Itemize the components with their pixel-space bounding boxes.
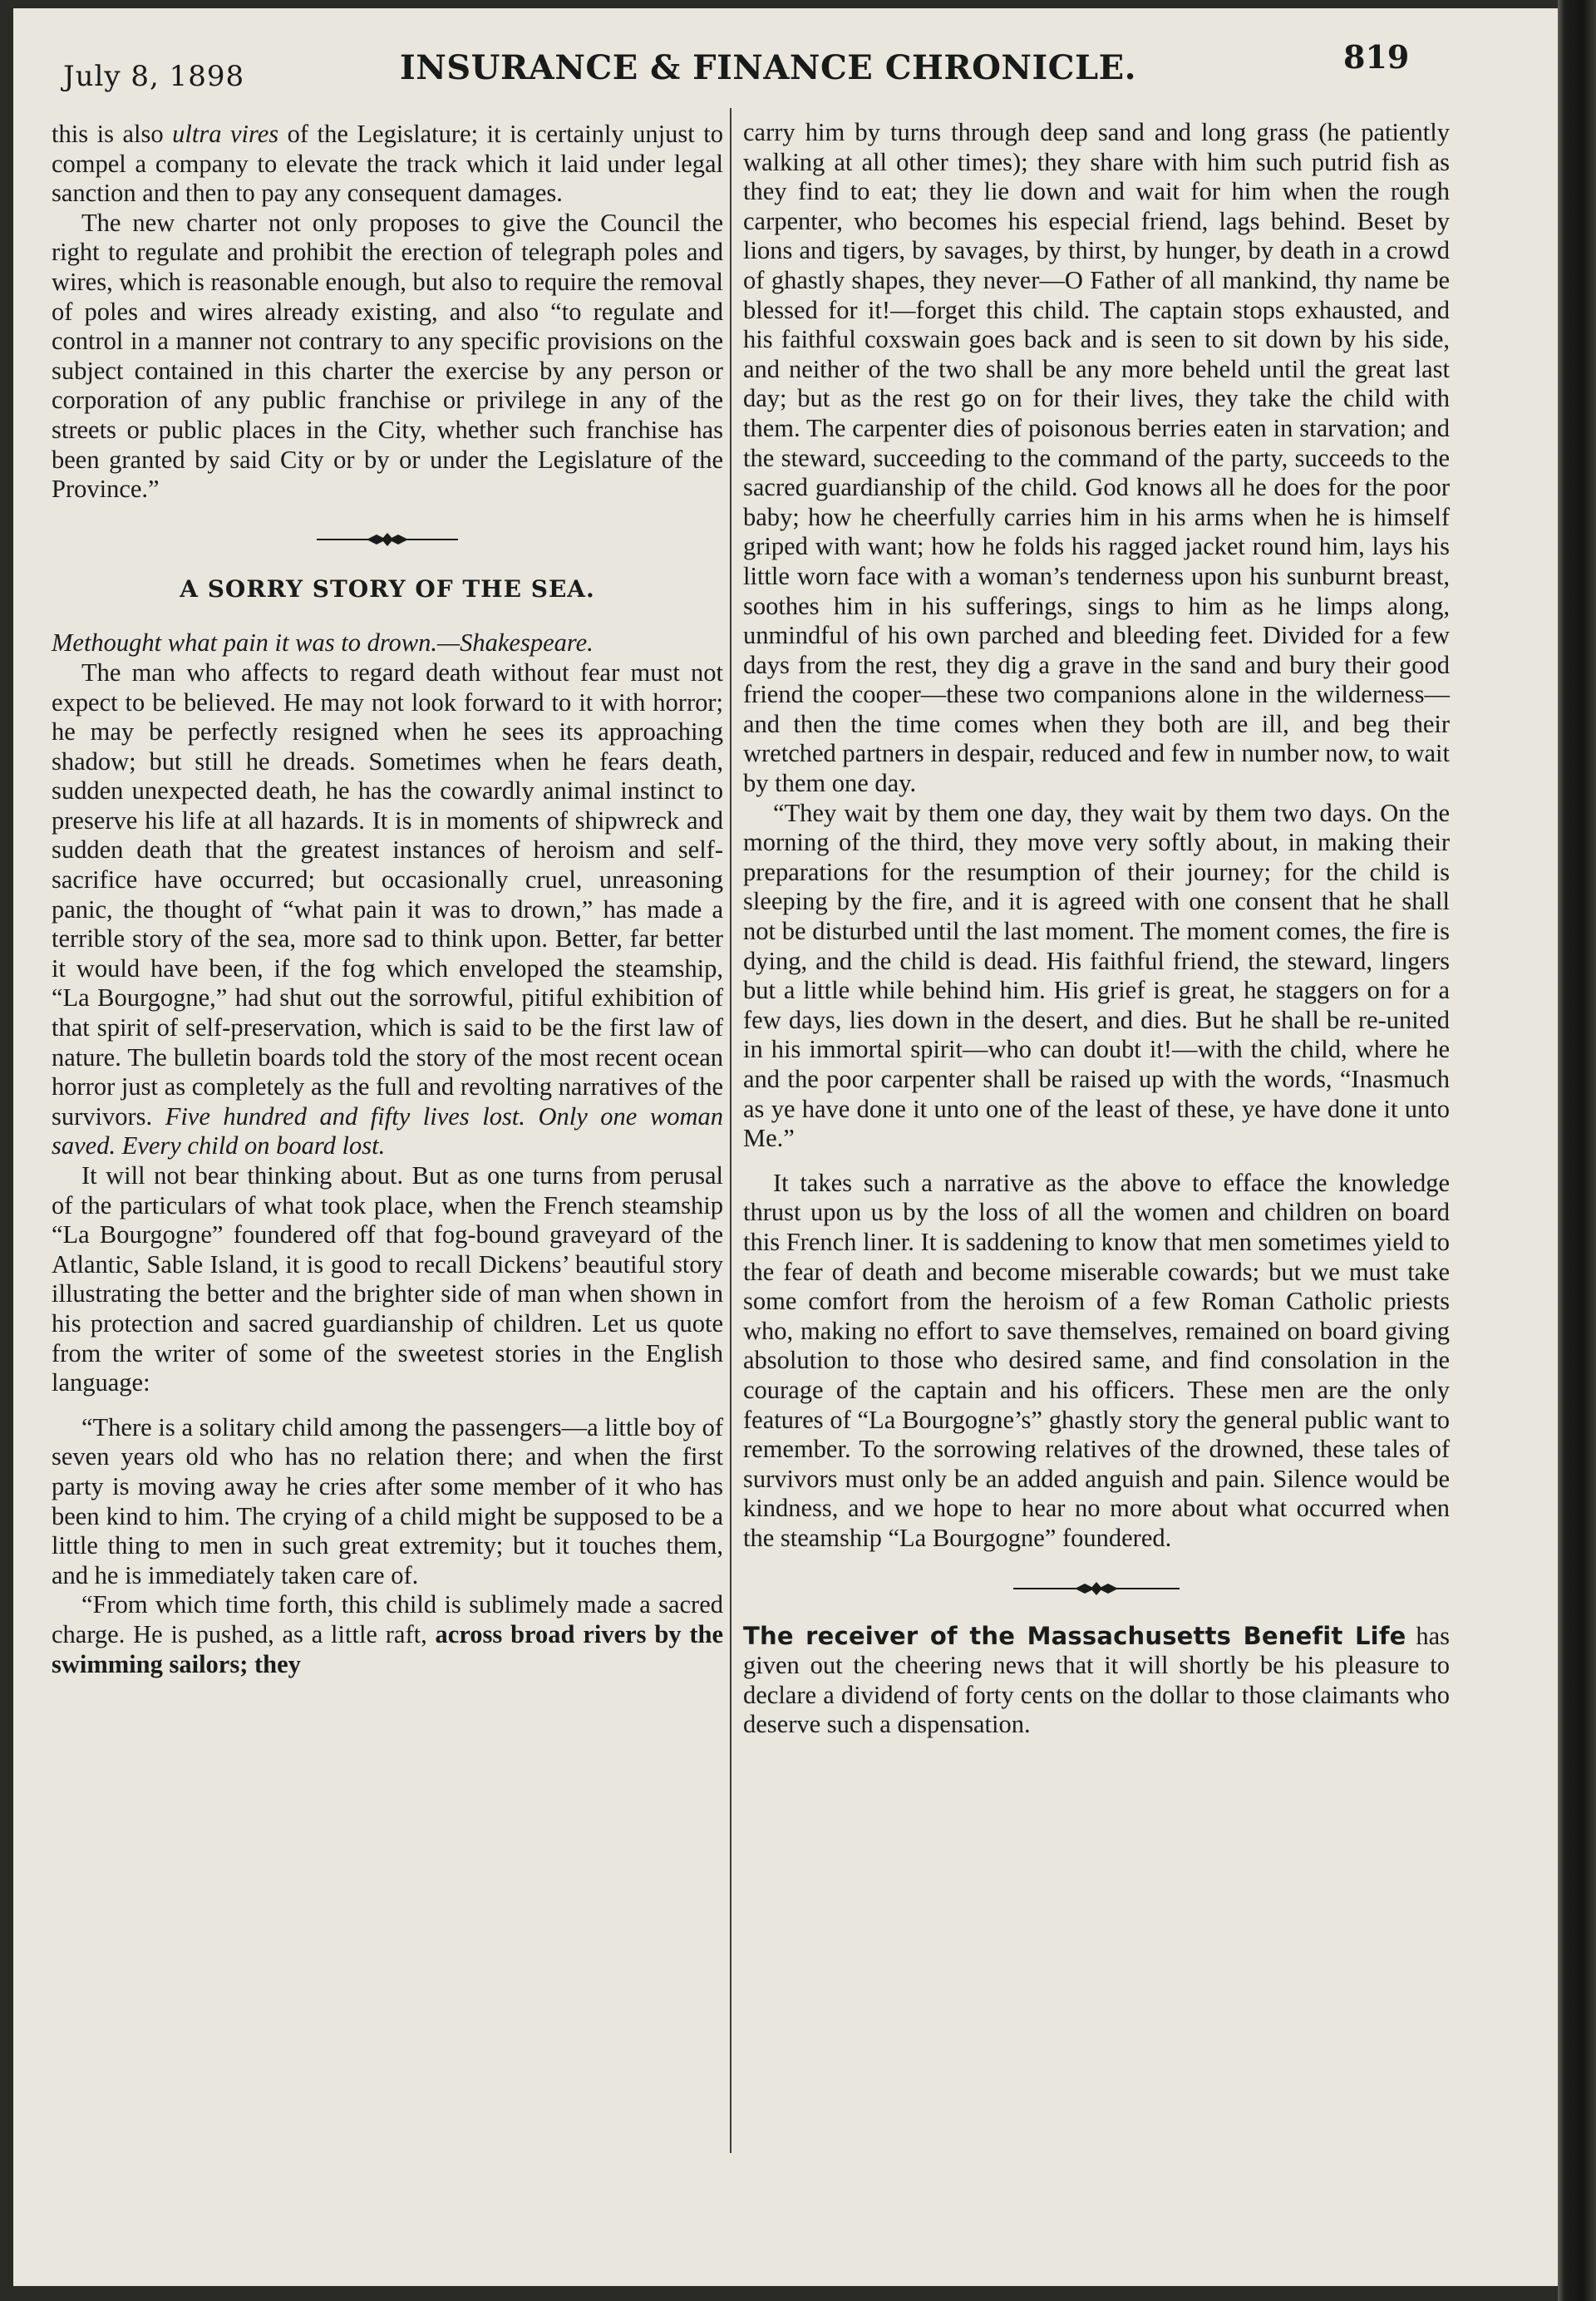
story-paragraph-2: It will not bear thinking about. But as one turns from perusal of the particulars of what took place, when the French steamship “La Bourgogne” foundered off that fog-bound graveyard of the Atlantic, Sable Island, it is good to recall Dickens’ beautiful story illustrating the better and the brighter side of man when shown in his protection and sacred guardianship of children. Let us quote from the writer of some of the sweetest stories in the English language: — [52, 1161, 723, 1397]
book-spine-shadow — [1558, 0, 1596, 2301]
charter-paragraph-2: The new charter not only proposes to give the Council the right to regulate and prohibit the erection of telegraph poles and wires, which is reasonable enough, but also to require the removal of poles and wires already existing, and also “to regulate and control in a manner not contrary to any specific provisions on the subject contained in this charter the exercise by any person or corporation of any public franchise or privilege in any of the streets or public places in the City, whether such franchise has been granted by said City or by or under the Legislature of the Province.” — [52, 208, 724, 504]
column-rule — [730, 108, 732, 2153]
dickens-quote-paragraph-3: “They wait by them one day, they wait by them two days. On the morning of the third, they move very softly about, in making their preparations for the resumption of their journey; for the child is sleeping by the fire, and it is agreed with one consent that he shall not be disturbed until the last moment. The moment comes, the fire is dying, and the child is dead. His faithful friend, the steward, lingers but a little while behind him. His grief is great, he staggers on for a few days, lies down in the desert, and dies. But he shall be re-united in his immortal spirit—who can doubt it!—with the child, where he and the poor carpenter shall be raised up with the words, “Inasmuch as ye have done it unto one of the least of these, ye have done it unto Me.” — [743, 798, 1450, 1153]
newspaper-page — [13, 8, 1558, 2286]
dickens-quote-paragraph-1: “There is a solitary child among the passengers—a little boy of seven years old who has no relation there; and when the first party is moving away he cries after some member of it who has been kind to him. The crying of a child might be supposed to be a little thing to men in such great extremity; but it touches them, and he is immediately taken care of. — [52, 1412, 723, 1589]
page-header — [55, 38, 1410, 96]
page-number: 819 — [1343, 38, 1410, 76]
article-epigraph: Methought what pain it was to drown.—Shakespeare. — [52, 628, 594, 658]
massachusetts-headline: The receiver of the Massachusetts Benefit Life — [743, 1621, 1406, 1650]
publication-title: INSURANCE & FINANCE CHRONICLE. — [400, 48, 1137, 87]
issue-date: July 8, 1898 — [63, 60, 245, 93]
ornament-divider-icon — [1013, 1579, 1180, 1598]
left-column — [52, 120, 723, 1679]
article-title: A SORRY STORY OF THE SEA. — [180, 574, 595, 603]
dickens-quote-continued: carry him by turns through deep sand and long grass (he patiently walking at all other times); they share with him such putrid fish as they find to eat; they lie down and wait for him when the rough carpenter, who becomes his especial friend, lags behind. Beset by lions and tigers, by savages, by thirst, by hunger, by death in a crowd of ghastly shapes, they never—O Father of all mankind, thy name be blessed for it!—forget this child. The captain stops exhausted, and his faithful coxswain goes back and is seen to sit down by his side, and neither of the two shall be any more beheld until the great last day; but as the rest go on for their lives, they take the child with them. The carpenter dies of poisonous berries eaten in starvation; and the steward, succeeding to the command of the party, succeeds to the sacred guardianship of the child. God knows all he does for the poor baby; how he cheerfully carries him in his arms when he is himself griped with want; how he folds his ragged jacket round him, lays his little worn face with a woman’s tenderness upon his sunburnt breast, soothes him in his sufferings, sings to him as he limps along, unmindful of his own parched and bleeding feet. Divided for a few days from the rest, they dig a grave in the sand and bury their good friend the cooper—these two companions alone in the wilderness—and then the time comes when they both are ill, and beg their wretched partners in despair, reduced and few in number now, to wait by them one day. — [743, 118, 1450, 798]
section-ornament-2 — [743, 1575, 1450, 1600]
right-column — [743, 118, 1450, 1740]
ornament-divider-icon — [317, 530, 458, 549]
section-ornament — [52, 526, 723, 551]
charter-paragraph-1: this is also ultra vires of the Legislature; it is certainly unjust to compel a company to elevate the track which it laid under legal sanction and then to pay any consequent damages. — [52, 120, 724, 208]
story-paragraph-1: The man who affects to regard death without fear must not expect to be believed. He may not look forward to it with horror; he may be perfectly resigned when he sees its approaching shadow; but still he dreads. Sometimes when he fears death, sudden unexpected death, he has the cowardly animal instinct to preserve his life at all hazards. It is in moments of shipwreck and sudden death that the greatest instances of heroism and self-sacrifice have occurred; but occasionally cruel, unreasoning panic, the thought of “what pain it was to drown,” has made a terrible story of the sea, more sad to think upon. Better, far better it would have been, if the fog which enveloped the steamship, “La Bourgogne,” had shut out the sorrowful, pitiful exhibition of that spirit of self-preservation, which is said to be the first law of nature. The bulletin boards told the story of the most recent ocean horror just as completely as the full and revolting narratives of the survivors. Five hundred and fifty lives lost. Only one woman saved. Every child on board lost. — [52, 658, 723, 1160]
massachusetts-item: The receiver of the Massachusetts Benefit Life has given out the cheering news that it will shortly be his pleasure to declare a dividend of forty cents on the dollar to those claimants who deserve such a dispensation. — [743, 1621, 1450, 1739]
closing-paragraph: It takes such a narrative as the above to efface the knowledge thrust upon us by the loss of all the women and children on board this French liner. It is saddening to know that men sometimes yield to the fear of death and become miserable cowards; but we must take some comfort from the heroism of a few Roman Catholic priests who, making no effort to save themselves, remained on board giving absolution to those who desired same, and find consolation in the courage of the captain and his officers. These men are the only features of “La Bourgogne’s” ghastly story the general public want to remember. To the sorrowing relatives of the drowned, these tales of survivors must only be an added anguish and pain. Silence would be kindness, and we hope to hear no more about what occurred when the steamship “La Bourgogne” foundered. — [743, 1168, 1450, 1552]
dickens-quote-paragraph-2: “From which time forth, this child is sublimely made a sacred charge. He is pushed, as a little raft, across broad rivers by the swimming sailors; they — [52, 1590, 723, 1678]
